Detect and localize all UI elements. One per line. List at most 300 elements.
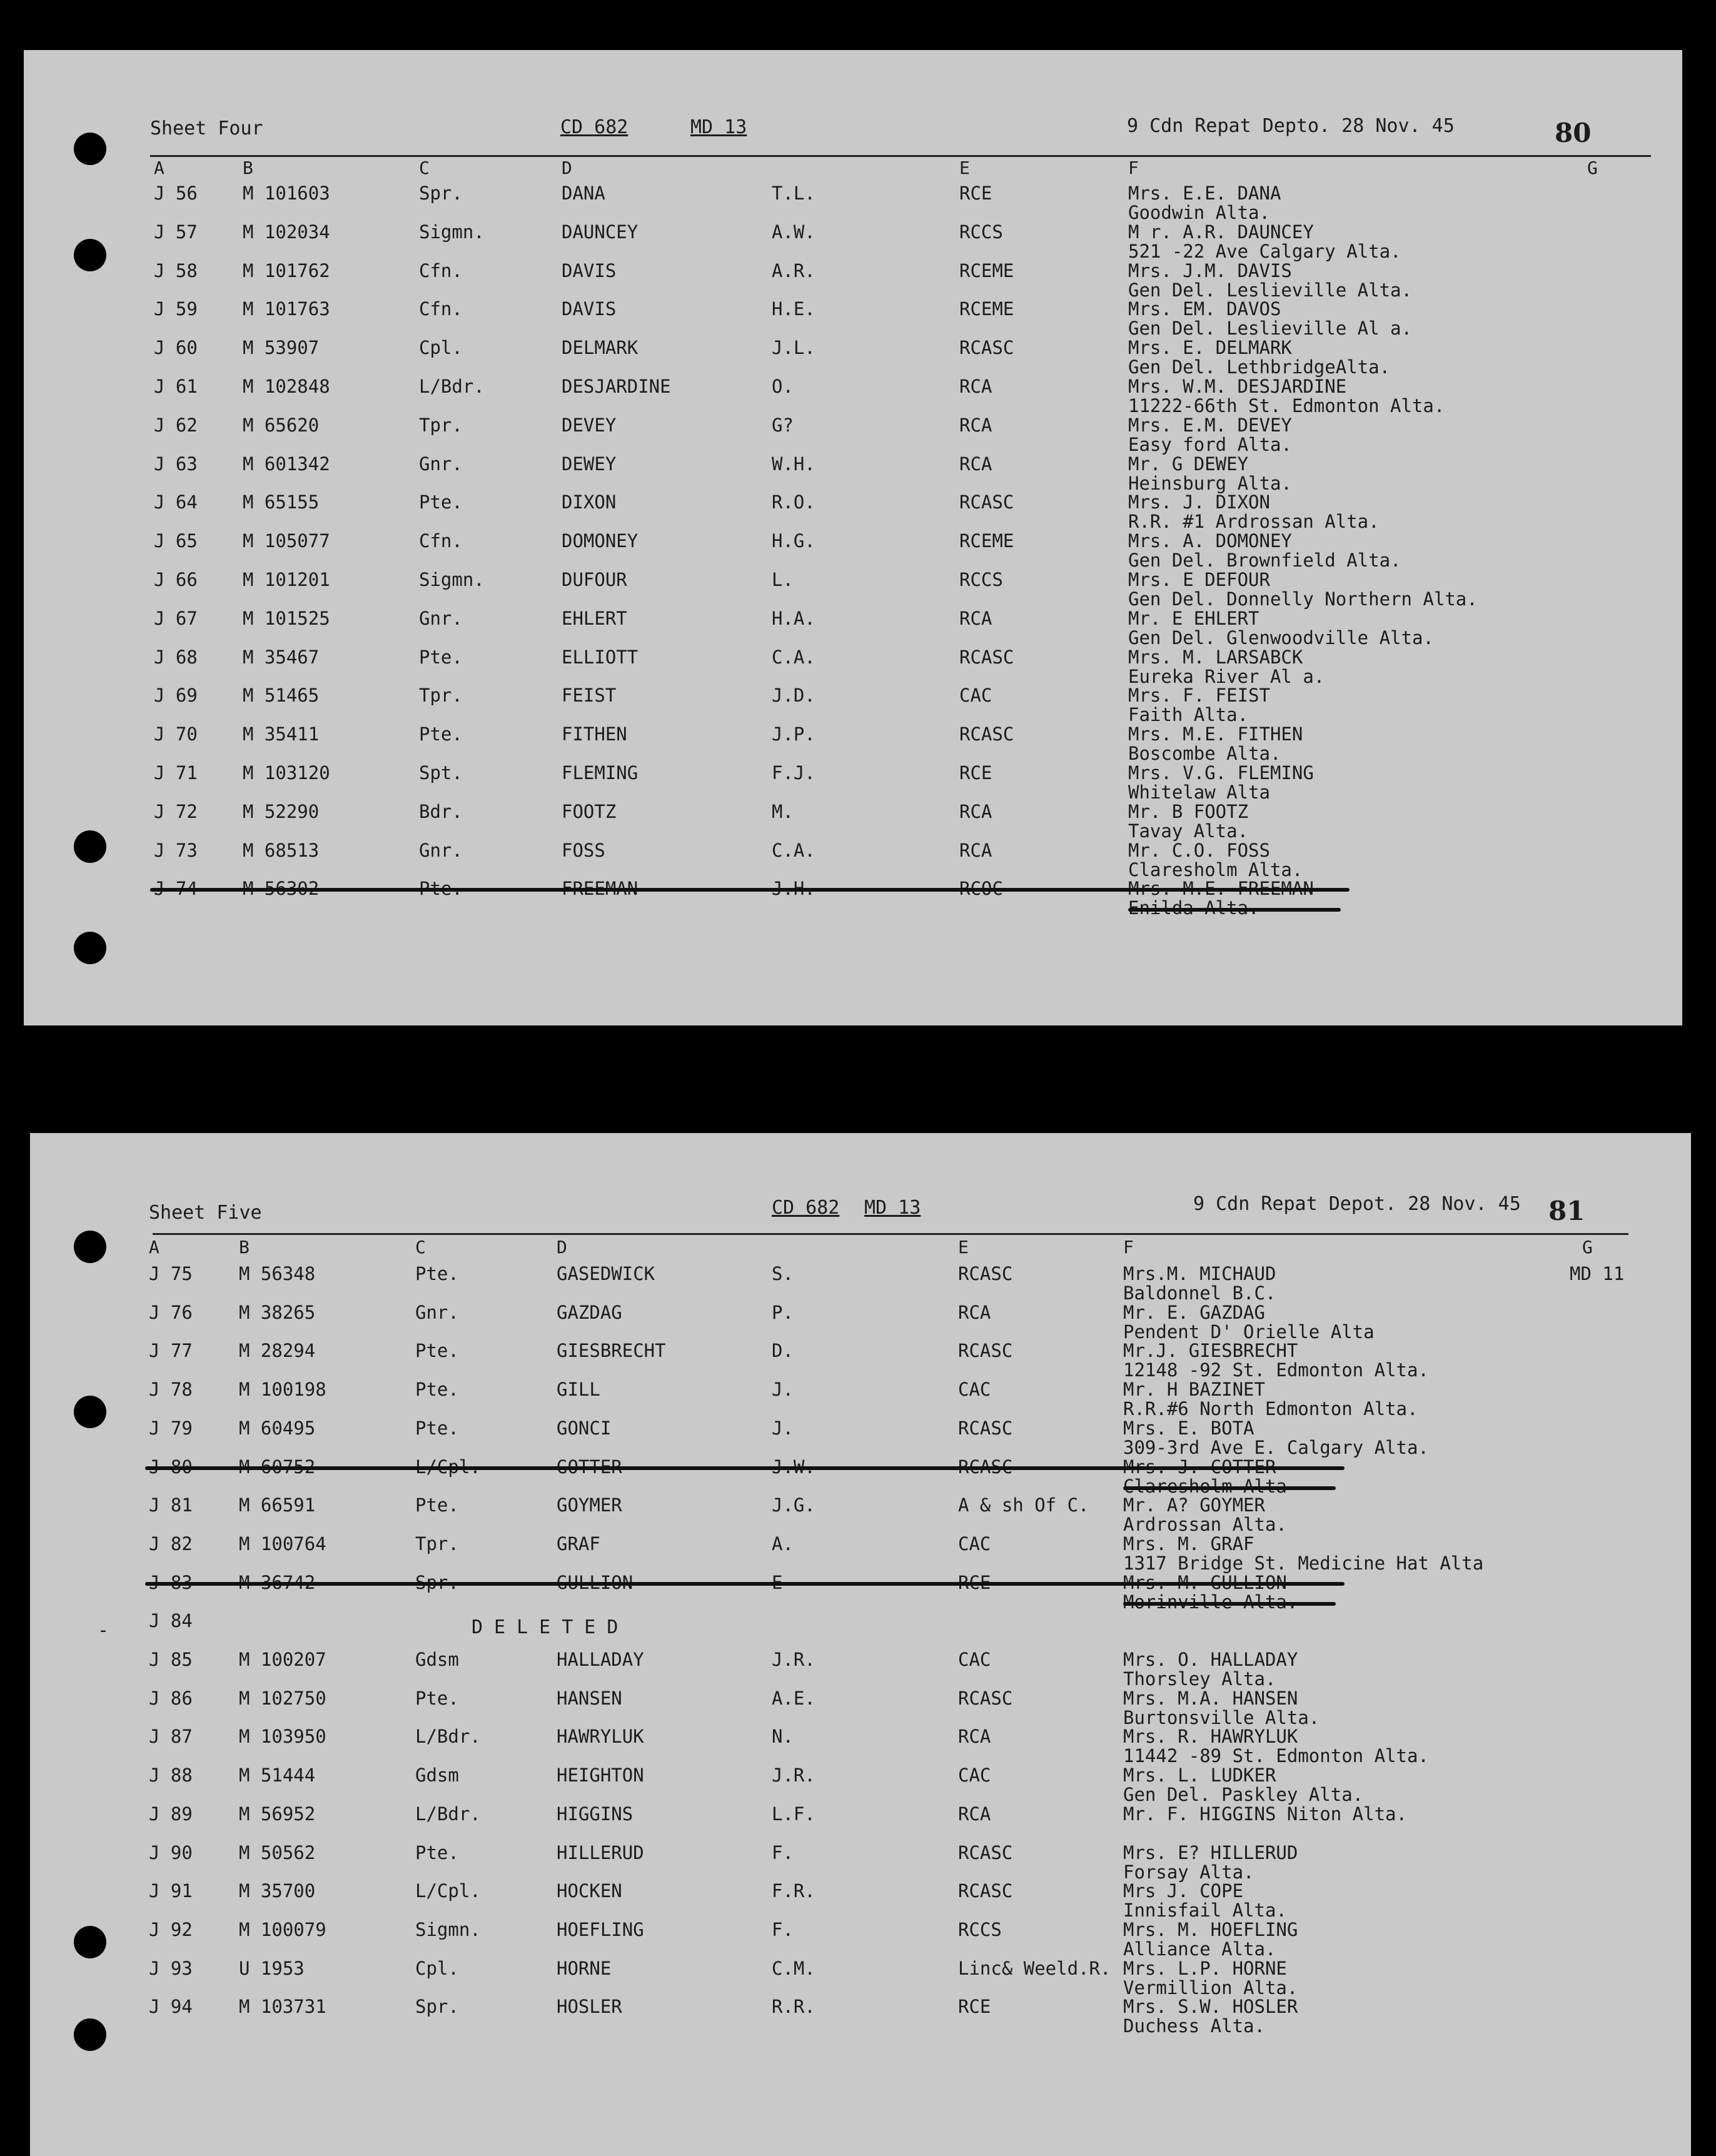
strikethrough-line xyxy=(145,1466,1345,1470)
initials: L. xyxy=(772,569,794,590)
initials: A. xyxy=(772,1533,794,1554)
service-number: M 100764 xyxy=(239,1533,326,1554)
table-row xyxy=(30,1611,1691,1650)
service-number: M 28294 xyxy=(239,1340,316,1362)
unit: RCASC xyxy=(958,1263,1013,1284)
address: Innisfail Alta. xyxy=(1123,1900,1287,1922)
address: Faith Alta. xyxy=(1128,704,1249,726)
column-header-b: B xyxy=(243,158,253,178)
initials: C.A. xyxy=(772,839,815,861)
surname: HORNE xyxy=(557,1957,612,1979)
rank: Sigmn. xyxy=(415,1918,481,1940)
md-reference: MD 13 xyxy=(690,116,747,138)
column-header-a: A xyxy=(149,1237,159,1257)
surname: HOCKEN xyxy=(557,1880,622,1902)
service-number: M 101603 xyxy=(243,183,330,204)
address: Alliance Alta. xyxy=(1123,1938,1276,1960)
unit: CAC xyxy=(958,1765,991,1786)
md-reference: MD 13 xyxy=(864,1197,921,1219)
surname: HILLERUD xyxy=(557,1841,644,1863)
row-number: J 85 xyxy=(149,1649,193,1670)
column-header-b: B xyxy=(239,1237,250,1257)
unit: RCCS xyxy=(958,1918,1002,1940)
surname: HOSLER xyxy=(557,1996,622,2018)
unit: CAC xyxy=(959,685,992,707)
table-row xyxy=(24,261,1682,300)
rank: Gnr. xyxy=(419,607,463,629)
initials: F. xyxy=(772,1918,794,1940)
unit: RCEME xyxy=(959,298,1014,320)
surname: DAVIS xyxy=(562,259,617,281)
rank: Pte. xyxy=(415,1687,459,1709)
initials: H.E. xyxy=(772,298,815,320)
table-row xyxy=(30,1843,1691,1882)
service-number: M 35467 xyxy=(243,646,320,668)
row-number: J 76 xyxy=(149,1301,193,1323)
next-of-kin: Mrs J. COPE xyxy=(1123,1880,1244,1902)
service-number: M 56348 xyxy=(239,1263,316,1284)
service-number: M 100207 xyxy=(239,1649,326,1670)
next-of-kin: Mrs. A. DOMONEY xyxy=(1128,530,1292,552)
sheet-label: Sheet Five xyxy=(149,1202,262,1224)
service-number: M 51465 xyxy=(243,685,320,707)
row-number: J 87 xyxy=(149,1726,193,1748)
address: 11222-66th St. Edmonton Alta. xyxy=(1128,395,1445,416)
table-row xyxy=(30,1920,1691,1959)
table-row xyxy=(30,1650,1691,1689)
initials: A.W. xyxy=(772,221,815,243)
unit: RCEME xyxy=(959,530,1014,552)
next-of-kin: Mrs. L. LUDKER xyxy=(1123,1765,1276,1786)
initials: G? xyxy=(772,414,794,436)
service-number: M 601342 xyxy=(243,453,330,475)
unit: RCASC xyxy=(958,1340,1013,1362)
initials: F.J. xyxy=(772,762,815,783)
address: Vermillion Alta. xyxy=(1123,1977,1298,1998)
sheet-label: Sheet Four xyxy=(150,118,263,139)
address: 11442 -89 St. Edmonton Alta. xyxy=(1123,1745,1429,1767)
next-of-kin: Mrs. O. HALLADAY xyxy=(1123,1649,1298,1670)
table-row xyxy=(24,416,1682,455)
unit: Linc& Weeld.R. xyxy=(958,1957,1111,1979)
row-number: J 93 xyxy=(149,1957,193,1979)
surname: HEIGHTON xyxy=(557,1765,644,1786)
initials: P. xyxy=(772,1301,794,1323)
unit: RCASC xyxy=(958,1880,1013,1902)
service-number: M 68513 xyxy=(243,839,320,861)
strikethrough-line xyxy=(1123,1486,1336,1490)
punch-hole-icon xyxy=(74,932,106,964)
table-row xyxy=(24,223,1682,261)
service-number: M 103950 xyxy=(239,1726,326,1748)
service-number: M 102848 xyxy=(243,376,330,397)
rank: Pte. xyxy=(419,491,463,513)
surname: HIGGINS xyxy=(557,1803,633,1825)
service-number: M 53907 xyxy=(243,337,320,359)
unit: RCCS xyxy=(959,569,1003,590)
table-row xyxy=(24,455,1682,493)
surname: HANSEN xyxy=(557,1687,622,1709)
surname: FEIST xyxy=(562,685,617,707)
address: Gen Del. LethbridgeAlta. xyxy=(1128,356,1391,378)
surname: DESJARDINE xyxy=(562,376,671,397)
next-of-kin: Mr. A? GOYMER xyxy=(1123,1494,1265,1516)
rank: Cpl. xyxy=(419,337,463,359)
initials: J.P. xyxy=(772,723,815,745)
table-row xyxy=(30,1573,1691,1612)
initials: A.R. xyxy=(772,259,815,281)
tick-mark: - xyxy=(98,1620,109,1641)
rank: Gdsm xyxy=(415,1765,459,1786)
unit: RCA xyxy=(959,414,992,436)
unit: RCASC xyxy=(958,1417,1013,1439)
row-number: J 70 xyxy=(154,723,198,745)
table-row xyxy=(30,1805,1691,1843)
initials: N. xyxy=(772,1726,794,1748)
column-header-d: D xyxy=(562,158,572,178)
column-header-a: A xyxy=(154,158,164,178)
table-row xyxy=(24,300,1682,338)
unit: RCE xyxy=(959,183,992,204)
unit: RCASC xyxy=(959,646,1014,668)
sheet-five xyxy=(30,1133,1691,2156)
service-number: M 100198 xyxy=(239,1379,326,1401)
table-row xyxy=(30,1458,1691,1496)
initials: L.F. xyxy=(772,1803,815,1825)
strikethrough-line xyxy=(145,1582,1345,1586)
service-number: M 105077 xyxy=(243,530,330,552)
unit: RCASC xyxy=(959,723,1014,745)
row-number: J 77 xyxy=(149,1340,193,1362)
next-of-kin: Mrs. E.E. DANA xyxy=(1128,183,1281,204)
initials: R.O. xyxy=(772,491,815,513)
row-number: J 92 xyxy=(149,1918,193,1940)
next-of-kin: Mrs. E? HILLERUD xyxy=(1123,1841,1298,1863)
next-of-kin: Mrs. M.E. FITHEN xyxy=(1128,723,1303,745)
next-of-kin: Mr. C.O. FOSS xyxy=(1128,839,1270,861)
header-rule xyxy=(153,1233,1628,1235)
initials: F.R. xyxy=(772,1880,815,1902)
next-of-kin: Mrs. EM. DAVOS xyxy=(1128,298,1281,320)
surname: GOYMER xyxy=(557,1494,622,1516)
address: Gen Del. Donnelly Northern Alta. xyxy=(1128,588,1478,610)
rank: Pte. xyxy=(415,1494,459,1516)
surname: ELLIOTT xyxy=(562,646,638,668)
table-row xyxy=(24,763,1682,802)
address: Eureka River Al a. xyxy=(1128,665,1325,687)
address: Thorsley Alta. xyxy=(1123,1668,1276,1690)
address: 12148 -92 St. Edmonton Alta. xyxy=(1123,1359,1429,1381)
unit: RCA xyxy=(958,1803,991,1825)
table-row xyxy=(24,725,1682,763)
service-number: M 101201 xyxy=(243,569,330,590)
table-row xyxy=(24,686,1682,725)
next-of-kin: Mrs. E.M. DEVEY xyxy=(1128,414,1292,436)
table-row xyxy=(30,1881,1691,1920)
surname: HAWRYLUK xyxy=(557,1726,644,1748)
table-row xyxy=(24,377,1682,416)
row-number: J 71 xyxy=(154,762,198,783)
table-row xyxy=(24,493,1682,531)
row-number: J 57 xyxy=(154,221,198,243)
row-number: J 66 xyxy=(154,569,198,590)
initials: H.A. xyxy=(772,607,815,629)
unit: RCCS xyxy=(959,221,1003,243)
row-number: J 62 xyxy=(154,414,198,436)
initials: C.A. xyxy=(772,646,815,668)
page-number: 80 xyxy=(1555,118,1592,148)
surname: GRAF xyxy=(557,1533,600,1554)
service-number: M 65620 xyxy=(243,414,320,436)
initials: O. xyxy=(772,376,794,397)
next-of-kin: Mrs. L.P. HORNE xyxy=(1123,1957,1287,1979)
next-of-kin: Mrs. E DEFOUR xyxy=(1128,569,1270,590)
service-number: M 101763 xyxy=(243,298,330,320)
address: Tavay Alta. xyxy=(1128,820,1249,842)
deleted-label: DELETED xyxy=(472,1616,630,1639)
column-header-e: E xyxy=(958,1237,969,1257)
row-number: J 90 xyxy=(149,1841,193,1863)
table-row xyxy=(30,1419,1691,1458)
surname: FLEMING xyxy=(562,762,638,783)
column-header-d: D xyxy=(557,1237,567,1257)
address: Ardrossan Alta. xyxy=(1123,1514,1287,1536)
strikethrough-line xyxy=(150,888,1350,892)
address: Gen Del. Leslieville Al a. xyxy=(1128,318,1412,340)
next-of-kin: Mrs. E. BOTA xyxy=(1123,1417,1254,1439)
next-of-kin: M r. A.R. DAUNCEY xyxy=(1128,221,1314,243)
sheet-four xyxy=(24,50,1682,1025)
next-of-kin: Mrs. M. LARSABCK xyxy=(1128,646,1303,668)
rank: L/Bdr. xyxy=(415,1726,481,1748)
table-row xyxy=(30,1264,1691,1303)
rank: L/Cpl. xyxy=(415,1880,481,1902)
unit: CAC xyxy=(958,1379,991,1401)
cd-reference: CD 682 xyxy=(772,1197,840,1219)
next-of-kin: Mrs. R. HAWRYLUK xyxy=(1123,1726,1298,1748)
column-header-e: E xyxy=(959,158,970,178)
next-of-kin: Mrs. J.M. DAVIS xyxy=(1128,259,1292,281)
rank: Gnr. xyxy=(419,453,463,475)
table-row xyxy=(30,1496,1691,1534)
row-number: J 88 xyxy=(149,1765,193,1786)
address: R.R. #1 Ardrossan Alta. xyxy=(1128,511,1380,533)
address: Duchess Alta. xyxy=(1123,2015,1265,2037)
initials: C.M. xyxy=(772,1957,815,1979)
table-row xyxy=(24,570,1682,609)
table-row xyxy=(30,1341,1691,1380)
rank: Cpl. xyxy=(415,1957,459,1979)
surname: GILL xyxy=(557,1379,600,1401)
page-number: 81 xyxy=(1548,1196,1585,1226)
unit: RCA xyxy=(959,839,992,861)
service-number: M 50562 xyxy=(239,1841,316,1863)
surname: DIXON xyxy=(562,491,617,513)
row-number: J 89 xyxy=(149,1803,193,1825)
surname: DANA xyxy=(562,183,605,204)
unit: RCA xyxy=(959,376,992,397)
address: Gen Del. Leslieville Alta. xyxy=(1128,279,1412,301)
row-number: J 82 xyxy=(149,1533,193,1554)
column-header-c: C xyxy=(415,1237,426,1257)
row-number: J 79 xyxy=(149,1417,193,1439)
row-number: J 56 xyxy=(154,183,198,204)
strikethrough-line xyxy=(1123,1602,1336,1606)
unit: RCASC xyxy=(959,491,1014,513)
remarks: MD 11 xyxy=(1570,1263,1625,1284)
surname: DEWEY xyxy=(562,453,617,475)
service-number: M 35700 xyxy=(239,1880,316,1902)
rank: Pte. xyxy=(415,1841,459,1863)
address: Claresholm Alta. xyxy=(1128,859,1303,880)
unit: RCEME xyxy=(959,259,1014,281)
service-number: U 1953 xyxy=(239,1957,305,1979)
next-of-kin: Mrs. M. GRAF xyxy=(1123,1533,1254,1554)
table-row xyxy=(24,802,1682,841)
initials: J. xyxy=(772,1417,794,1439)
table-row xyxy=(24,841,1682,880)
rank: Pte. xyxy=(419,646,463,668)
next-of-kin: Mrs. M. HOEFLING xyxy=(1123,1918,1298,1940)
unit: RCASC xyxy=(958,1687,1013,1709)
initials: T.L. xyxy=(772,183,815,204)
strikethrough-line xyxy=(1128,908,1341,912)
row-number: J 67 xyxy=(154,607,198,629)
initials: W.H. xyxy=(772,453,815,475)
table-row xyxy=(30,1959,1691,1998)
unit: RCA xyxy=(958,1726,991,1748)
rank: Spr. xyxy=(415,1996,459,2018)
rank: Spr. xyxy=(419,183,463,204)
row-number: J 58 xyxy=(154,259,198,281)
rank: Gnr. xyxy=(419,839,463,861)
row-number: J 60 xyxy=(154,337,198,359)
surname: HOEFLING xyxy=(557,1918,644,1940)
column-header-g: G xyxy=(1587,158,1598,178)
depot-date: 9 Cdn Repat Depto. 28 Nov. 45 xyxy=(1127,115,1455,137)
initials: F. xyxy=(772,1841,794,1863)
next-of-kin: Mrs. V.G. FLEMING xyxy=(1128,762,1314,783)
address: R.R.#6 North Edmonton Alta. xyxy=(1123,1398,1418,1420)
unit: A & sh Of C. xyxy=(958,1494,1089,1516)
unit: RCA xyxy=(959,607,992,629)
table-row xyxy=(30,1727,1691,1766)
address: 521 -22 Ave Calgary Alta. xyxy=(1128,240,1401,262)
initials: J. xyxy=(772,1379,794,1401)
next-of-kin: Mrs. M.A. HANSEN xyxy=(1123,1687,1298,1709)
column-header-f: F xyxy=(1128,158,1139,178)
address: Pendent D' Orielle Alta xyxy=(1123,1321,1375,1342)
unit: RCE xyxy=(959,762,992,783)
rank: Pte. xyxy=(419,723,463,745)
row-number: J 81 xyxy=(149,1494,193,1516)
initials: J.L. xyxy=(772,337,815,359)
next-of-kin: Mr. E. GAZDAG xyxy=(1123,1301,1265,1323)
surname: DOMONEY xyxy=(562,530,638,552)
column-header-f: F xyxy=(1123,1237,1134,1257)
rank: Sigmn. xyxy=(419,569,485,590)
initials: D. xyxy=(772,1340,794,1362)
next-of-kin: Mrs. W.M. DESJARDINE xyxy=(1128,376,1347,397)
table-row xyxy=(24,184,1682,223)
initials: H.G. xyxy=(772,530,815,552)
rank: L/Bdr. xyxy=(415,1803,481,1825)
next-of-kin: Mr.J. GIESBRECHT xyxy=(1123,1340,1298,1362)
surname: GAZDAG xyxy=(557,1301,622,1323)
address: Baldonnel B.C. xyxy=(1123,1282,1276,1304)
initials: J.R. xyxy=(772,1765,815,1786)
surname: DELMARK xyxy=(562,337,638,359)
initials: J.G. xyxy=(772,1494,815,1516)
row-number: J 94 xyxy=(149,1996,193,2018)
surname: DAUNCEY xyxy=(562,221,638,243)
row-number: J 63 xyxy=(154,453,198,475)
unit: RCASC xyxy=(959,337,1014,359)
initials: R.R. xyxy=(772,1996,815,2018)
surname: DAVIS xyxy=(562,298,617,320)
next-of-kin: Mr. B FOOTZ xyxy=(1128,800,1249,822)
table-row xyxy=(24,648,1682,687)
row-number: J 86 xyxy=(149,1687,193,1709)
address: 1317 Bridge St. Medicine Hat Alta xyxy=(1123,1552,1484,1574)
row-number: J 61 xyxy=(154,376,198,397)
service-number: M 101762 xyxy=(243,259,330,281)
rank: Pte. xyxy=(415,1379,459,1401)
next-of-kin: Mrs.M. MICHAUD xyxy=(1123,1263,1276,1284)
rank: Pte. xyxy=(415,1263,459,1284)
table-row xyxy=(30,1997,1691,2036)
surname: EHLERT xyxy=(562,607,627,629)
surname: DUFOUR xyxy=(562,569,627,590)
rank: Bdr. xyxy=(419,800,463,822)
rank: Cfn. xyxy=(419,259,463,281)
row-number: J 73 xyxy=(154,839,198,861)
address: Gen Del. Glenwoodville Alta. xyxy=(1128,627,1434,648)
punch-hole-icon xyxy=(74,1231,106,1263)
rank: Pte. xyxy=(415,1417,459,1439)
table-row xyxy=(30,1766,1691,1805)
address: Gen Del. Paskley Alta. xyxy=(1123,1784,1364,1806)
address: Goodwin Alta. xyxy=(1128,202,1270,223)
rank: Cfn. xyxy=(419,530,463,552)
unit: RCASC xyxy=(958,1841,1013,1863)
surname: FOSS xyxy=(562,839,605,861)
service-number: M 51444 xyxy=(239,1765,316,1786)
next-of-kin: Mrs. J. DIXON xyxy=(1128,491,1270,513)
table-row xyxy=(30,1380,1691,1419)
row-number: J 59 xyxy=(154,298,198,320)
rank: Gnr. xyxy=(415,1301,459,1323)
table-row xyxy=(30,1303,1691,1342)
next-of-kin: Mr. H BAZINET xyxy=(1123,1379,1265,1401)
unit: CAC xyxy=(958,1533,991,1554)
next-of-kin: Mr. F. HIGGINS Niton Alta. xyxy=(1123,1803,1407,1825)
cd-reference: CD 682 xyxy=(560,116,628,138)
row-number: J 75 xyxy=(149,1263,193,1284)
surname: DEVEY xyxy=(562,414,617,436)
row-number: J 64 xyxy=(154,491,198,513)
table-row xyxy=(24,531,1682,570)
service-number: M 66591 xyxy=(239,1494,316,1516)
service-number: M 103731 xyxy=(239,1996,326,2018)
row-number: J 68 xyxy=(154,646,198,668)
address: Whitelaw Alta xyxy=(1128,782,1270,803)
row-number: J 72 xyxy=(154,800,198,822)
surname: GASEDWICK xyxy=(557,1263,655,1284)
service-number: M 103120 xyxy=(243,762,330,783)
row-number: J 84 xyxy=(149,1610,193,1632)
next-of-kin: Mrs. F. FEIST xyxy=(1128,685,1270,707)
